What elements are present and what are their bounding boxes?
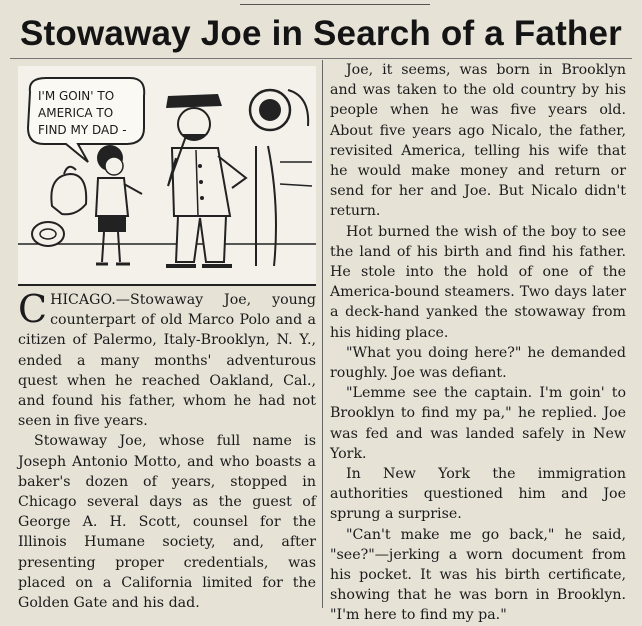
speech-line-1: I'M GOIN' TO [38, 89, 115, 103]
drop-cap: C [18, 287, 48, 331]
speech-line-3: FIND MY DAD - [38, 123, 127, 137]
article-paragraph-2: Stowaway Joe, whose full name is Joseph Antonio Motto, and who boasts a baker's dozen of years, stopped in Chicago several days as the guest of George A. H. Scott, counsel for the Illinois Humane society, and, after presenting proper credentials, was placed on a California limited for the Golden Gate and his dad. [18, 433, 316, 612]
article-paragraph-3: Joe, it seems, was born in Brooklyn and was taken to the old country by his people when he was five years old. About five years ago Nicalo, the father, revisited America, telling his wife that he would make money and return or send for her and Joe. But Nicalo didn't return. [330, 62, 626, 220]
article-paragraph-4: Hot burned the wish of the boy to see the land of his birth and find his father. He stole into the hold of one of the America-bound steamers. Two days later a deck-hand yanked the stowaway from his hiding place. [330, 223, 626, 341]
article-paragraph-6: "Lemme see the captain. I'm goin' to Brooklyn to find my pa," he replied. Joe was fed and was landed safely in New York. [330, 385, 626, 462]
speech-line-2: AMERICA TO [38, 106, 114, 120]
top-rule [240, 4, 430, 5]
cartoon-illustration [18, 66, 316, 286]
headline: Stowaway Joe in Search of a Father [20, 14, 622, 53]
article-lead-paragraph [18, 287, 316, 431]
cartoon-drawing [18, 66, 316, 284]
lead-text: HICAGO.—Stowaway Joe, young counterpart of old Marco Polo and a citizen of Palermo, Italy-Brooklyn, N. Y., ended a many months' adventurous quest when he reached Oakland, Cal., and found his father, whom he had not seen in five years. [18, 292, 316, 430]
article-column-right [330, 60, 626, 626]
headline-rule [10, 58, 632, 59]
article-column-left [18, 287, 316, 613]
column-divider [322, 60, 323, 608]
article-paragraph-5: "What you doing here?" he demanded roughly. Joe was defiant. [330, 344, 626, 382]
article-paragraph-7: In New York the immigration authorities questioned him and Joe sprung a surprise. [330, 466, 626, 523]
article-paragraph-8: "Can't make me go back," he said, "see?"—jerking a worn document from his pocket. It was his birth certificate, showing that he was born in Brooklyn. "I'm here to find my pa." [330, 526, 626, 624]
